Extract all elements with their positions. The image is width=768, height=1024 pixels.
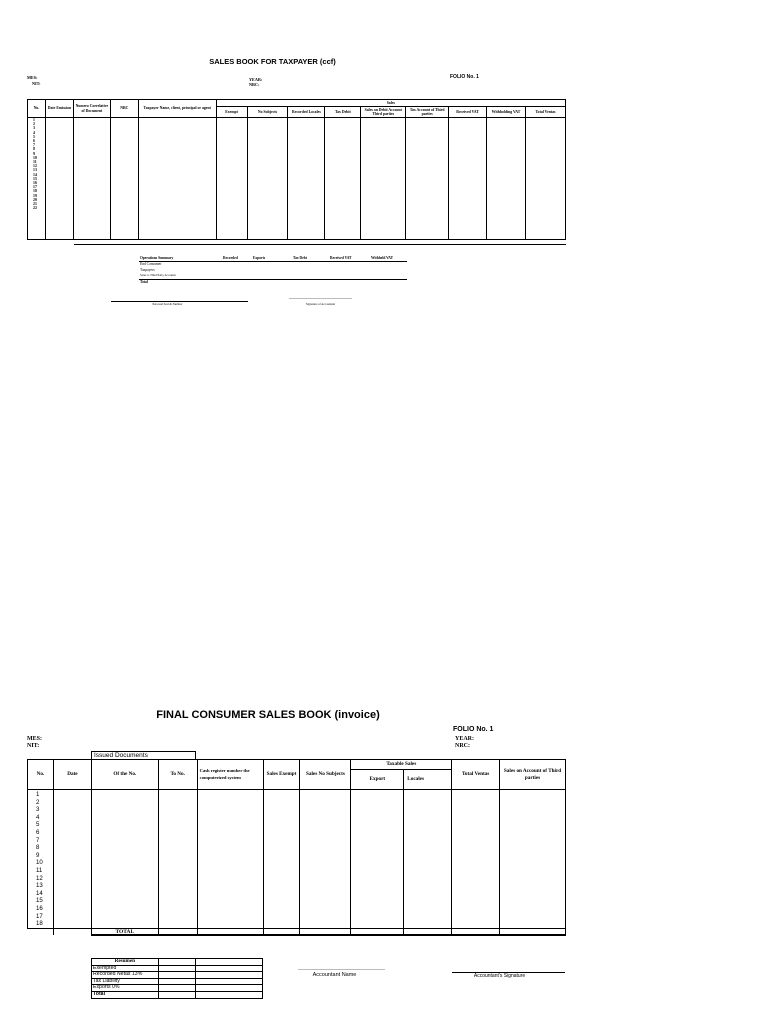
ccf-row-numbers bbox=[28, 118, 46, 240]
invoice-total-underline bbox=[91, 934, 566, 936]
ccf-col-nrc: NRC bbox=[110, 100, 138, 118]
row-number: 1 bbox=[36, 791, 40, 798]
row-number: 10 bbox=[36, 859, 43, 867]
row-number: 3 bbox=[36, 806, 40, 814]
invoice-nrc-label: NRC: bbox=[455, 743, 470, 749]
resumen-table bbox=[91, 958, 263, 999]
ccf-total-line bbox=[74, 244, 566, 245]
invoice-nit-label: NIT: bbox=[27, 743, 40, 749]
ccf-summary-title: Operations Summary bbox=[140, 256, 174, 260]
resumen-item: Tax Liability bbox=[92, 978, 159, 985]
invoice-col-no: No. bbox=[28, 760, 54, 790]
ccf-summary-col-received: Received VAT bbox=[330, 256, 352, 260]
ccf-signature-right-label: Signature of Accountant bbox=[305, 302, 336, 306]
row-number: 5 bbox=[36, 821, 40, 829]
row-number: 12 bbox=[33, 164, 37, 169]
row-number: 9 bbox=[36, 851, 40, 859]
invoice-col-locales: Locales bbox=[404, 770, 452, 790]
invoice-title: FINAL CONSUMER SALES BOOK (invoice) bbox=[156, 709, 380, 721]
ccf-sales-table bbox=[27, 99, 566, 240]
row-number: 11 bbox=[36, 866, 43, 874]
row-number: 13 bbox=[36, 882, 43, 890]
row-number: 18 bbox=[36, 920, 43, 928]
row-number: 15 bbox=[36, 897, 43, 905]
ccf-col-debit-account: Sales on Debit Account Third parties bbox=[361, 107, 406, 118]
row-number: 6 bbox=[33, 139, 35, 144]
ccf-summary-col-withheld: Withheld VAT bbox=[371, 256, 394, 260]
accountant-name-line bbox=[298, 969, 385, 970]
ccf-col-no: No. bbox=[28, 100, 46, 118]
ccf-summary-item: Taxpayers bbox=[140, 268, 155, 272]
resumen-total: Total bbox=[92, 991, 159, 998]
ccf-mes-label: MES: bbox=[27, 75, 38, 80]
ccf-summary-item: End Consumer bbox=[140, 262, 162, 266]
resumen-item: Exports 0% bbox=[92, 985, 159, 992]
invoice-col-export: Export bbox=[351, 770, 404, 790]
ccf-nit-label: NIT: bbox=[32, 81, 41, 86]
ccf-folio: FOLIO No. 1 bbox=[450, 74, 479, 80]
resumen-title: Resumen bbox=[92, 959, 159, 966]
ccf-summary-item: Sales to Third Party Accounts bbox=[140, 273, 176, 277]
invoice-col-sales-no-subjects: Sales No Subjects bbox=[300, 760, 351, 790]
row-number: 10 bbox=[33, 155, 37, 160]
row-number: 7 bbox=[33, 143, 35, 148]
invoice-col-sales-exempt: Sales Exempt bbox=[263, 760, 300, 790]
issued-documents-label: Issued Documents bbox=[91, 751, 196, 759]
row-number: 6 bbox=[36, 828, 40, 836]
invoice-folio: FOLIO No. 1 bbox=[453, 726, 494, 733]
ccf-col-account-third: Tax Account of Third parties bbox=[406, 107, 449, 118]
invoice-col-to-no: To No. bbox=[158, 760, 197, 790]
row-number: 18 bbox=[33, 189, 37, 194]
row-number: 15 bbox=[33, 176, 37, 181]
row-number: 20 bbox=[33, 197, 37, 202]
invoice-mes-label: MES: bbox=[27, 736, 42, 742]
ccf-col-tax-debit: Tax Debit bbox=[325, 107, 361, 118]
row-number: 4 bbox=[33, 130, 35, 135]
row-number: 7 bbox=[36, 836, 40, 844]
row-number: 13 bbox=[33, 168, 37, 173]
row-number: 16 bbox=[36, 904, 43, 912]
row-number: 21 bbox=[33, 202, 37, 207]
row-number: 16 bbox=[33, 181, 37, 186]
ccf-col-exempt: Exempt bbox=[216, 107, 247, 118]
row-number: 11 bbox=[33, 160, 37, 165]
ccf-col-taxpayer: Taxpayer Name, client, principal or agent bbox=[138, 100, 216, 118]
accountant-signature-label: Accountant's Signature bbox=[473, 973, 526, 979]
ccf-summary-line bbox=[139, 279, 407, 280]
ccf-col-date: Date Emission bbox=[45, 100, 73, 118]
row-number: 3 bbox=[33, 126, 35, 131]
ccf-col-received-vat: Received VAT bbox=[449, 107, 487, 118]
ccf-summary-line bbox=[139, 261, 407, 262]
row-number: 12 bbox=[36, 874, 43, 882]
invoice-col-taxable: Taxable Sales bbox=[351, 760, 452, 770]
ccf-signature-left-label: Personal Seal & Number bbox=[152, 302, 183, 306]
ccf-summary-col-recorded: Recorded bbox=[223, 256, 238, 260]
row-number: 14 bbox=[33, 172, 37, 177]
row-number: 17 bbox=[36, 912, 43, 920]
invoice-total-label: TOTAL bbox=[91, 928, 158, 935]
resumen-item: Exempted bbox=[92, 965, 159, 972]
ccf-title: SALES BOOK FOR TAXPAYER (ccf) bbox=[209, 57, 336, 66]
row-number: 19 bbox=[33, 193, 37, 198]
accountant-name-label: Accountant Name bbox=[312, 972, 357, 978]
row-number: 2 bbox=[33, 122, 35, 127]
ccf-col-total-ventas: Total Ventas bbox=[525, 107, 565, 118]
ccf-summary-total: Total bbox=[140, 280, 148, 284]
ccf-nrc-label: NRC: bbox=[249, 82, 260, 87]
invoice-col-cash-register: Cash register number the computerized system bbox=[197, 760, 263, 790]
ccf-summary-col-tax-debt: Tax Debt bbox=[293, 256, 307, 260]
row-number: 9 bbox=[33, 151, 35, 156]
ccf-summary-col-exports: Exports bbox=[253, 256, 266, 260]
ccf-col-recorded-locales: Recorded Locales bbox=[288, 107, 325, 118]
invoice-col-of-no: Of the No. bbox=[91, 760, 158, 790]
invoice-col-total-ventas: Total Ventas bbox=[452, 760, 500, 790]
ccf-col-sales: Sales bbox=[216, 100, 565, 107]
row-number: 8 bbox=[33, 147, 35, 152]
row-number: 2 bbox=[36, 798, 40, 806]
ccf-signature-line-right bbox=[289, 298, 352, 299]
invoice-col-date: Date bbox=[53, 760, 91, 790]
row-number: 5 bbox=[33, 134, 35, 139]
row-number: 4 bbox=[36, 813, 40, 821]
invoice-col-third-parties: Sales on Account of Third parties bbox=[500, 760, 566, 790]
ccf-year-label: YEAR: bbox=[249, 77, 263, 82]
ccf-col-number: Numero Correlative of Document bbox=[73, 100, 110, 118]
row-number: 1 bbox=[33, 118, 35, 122]
invoice-row-numbers bbox=[28, 790, 54, 929]
resumen-item: Recorded Netas 13% bbox=[92, 972, 159, 979]
row-number: 22 bbox=[33, 206, 37, 211]
row-number: 14 bbox=[36, 889, 43, 897]
row-number: 8 bbox=[36, 844, 40, 852]
ccf-col-no-subjects: No Subjects bbox=[247, 107, 288, 118]
ccf-col-withholding-vat: Withholding VAT bbox=[487, 107, 526, 118]
invoice-sales-table bbox=[27, 759, 566, 936]
invoice-year-label: YEAR: bbox=[455, 736, 474, 742]
row-number: 17 bbox=[33, 185, 37, 190]
